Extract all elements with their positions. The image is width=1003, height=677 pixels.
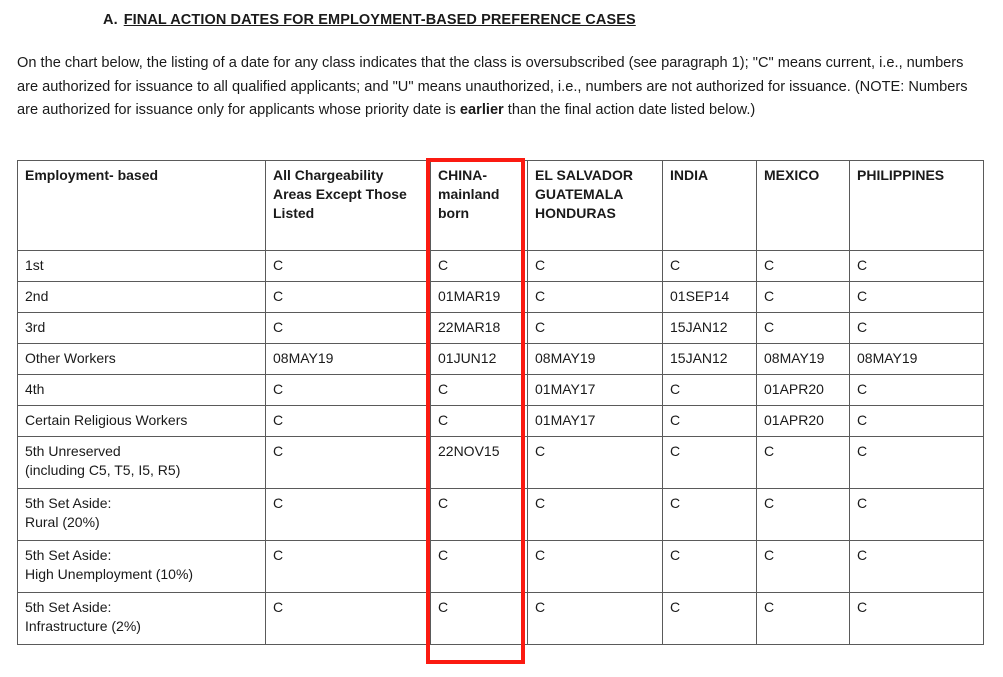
column-header-all-chargeability [266, 161, 431, 251]
cell-india: C [663, 437, 757, 489]
row-label [18, 251, 266, 282]
row-label [18, 344, 266, 375]
row-label-line: Other Workers [25, 350, 116, 366]
cell-mexico: 08MAY19 [757, 344, 850, 375]
row-label [18, 489, 266, 541]
table-row [18, 593, 984, 645]
row-label [18, 313, 266, 344]
table-row [18, 541, 984, 593]
intro-emphasis: earlier [459, 102, 504, 118]
cell-mexico: C [757, 282, 850, 313]
cell-india: C [663, 541, 757, 593]
cell-el-salvador-guatemala-honduras: C [528, 313, 663, 344]
header-line: All Chargeability [273, 167, 384, 183]
header-line: MEXICO [764, 167, 820, 183]
header-line: GUATEMALA [535, 186, 623, 202]
cell-india: C [663, 489, 757, 541]
cell-philippines: C [850, 593, 984, 645]
header-line: born [438, 205, 470, 221]
cell-all-chargeability: C [266, 541, 431, 593]
cell-philippines: C [850, 541, 984, 593]
cell-philippines: C [850, 375, 984, 406]
row-label-line: Rural (20%) [25, 514, 100, 530]
cell-china: C [431, 593, 528, 645]
cell-mexico: C [757, 541, 850, 593]
cell-all-chargeability: C [266, 251, 431, 282]
table-body [18, 251, 984, 645]
table-row [18, 344, 984, 375]
final-action-dates-table [17, 160, 984, 645]
header-line: Areas Except [273, 186, 362, 202]
cell-all-chargeability: C [266, 375, 431, 406]
cell-china: C [431, 375, 528, 406]
page-title [103, 12, 636, 28]
header-line: Those Listed [273, 186, 407, 221]
table-header-row [18, 161, 984, 251]
row-label-line: 4th [25, 381, 45, 397]
cell-china: 01JUN12 [431, 344, 528, 375]
column-header-employment-based [18, 161, 266, 251]
cell-china: 22NOV15 [431, 437, 528, 489]
row-label-line: 3rd [25, 319, 46, 335]
header-line: Employment- [25, 167, 114, 183]
cell-all-chargeability: C [266, 282, 431, 313]
row-label-line: 2nd [25, 288, 49, 304]
cell-philippines: 08MAY19 [850, 344, 984, 375]
cell-india: 15JAN12 [663, 344, 757, 375]
intro-paragraph [17, 52, 977, 123]
row-label-line: 5th Set Aside: [25, 547, 112, 563]
table-row [18, 282, 984, 313]
cell-china: C [431, 541, 528, 593]
cell-el-salvador-guatemala-honduras: C [528, 251, 663, 282]
cell-china: 01MAR19 [431, 282, 528, 313]
cell-china: 22MAR18 [431, 313, 528, 344]
cell-all-chargeability: C [266, 489, 431, 541]
row-label-line: Certain Religious Workers [25, 412, 188, 428]
cell-philippines: C [850, 489, 984, 541]
cell-all-chargeability: 08MAY19 [266, 344, 431, 375]
cell-india: C [663, 593, 757, 645]
header-line: HONDURAS [535, 205, 616, 221]
cell-philippines: C [850, 282, 984, 313]
cell-el-salvador-guatemala-honduras: 08MAY19 [528, 344, 663, 375]
cell-mexico: C [757, 593, 850, 645]
cell-el-salvador-guatemala-honduras: 01MAY17 [528, 375, 663, 406]
cell-all-chargeability: C [266, 313, 431, 344]
row-label [18, 593, 266, 645]
cell-mexico: C [757, 489, 850, 541]
section-label: A. [103, 12, 118, 28]
cell-china: C [431, 251, 528, 282]
header-line: mainland [438, 186, 500, 202]
column-header-china-mainland-born [431, 161, 528, 251]
cell-mexico: 01APR20 [757, 375, 850, 406]
table-row [18, 406, 984, 437]
row-label-line: Infrastructure (2%) [25, 618, 141, 634]
row-label [18, 541, 266, 593]
cell-mexico: C [757, 437, 850, 489]
section-title: FINAL ACTION DATES FOR EMPLOYMENT-BASED PREFERENCE CASES [123, 12, 636, 28]
row-label [18, 282, 266, 313]
cell-india: C [663, 375, 757, 406]
cell-el-salvador-guatemala-honduras: C [528, 541, 663, 593]
row-label-line: (including C5, T5, I5, R5) [25, 462, 181, 478]
cell-mexico: C [757, 251, 850, 282]
intro-text-part2: than the final action date listed below.) [503, 102, 756, 118]
header-line: CHINA- [438, 167, 487, 183]
row-label-line: 5th Set Aside: [25, 599, 112, 615]
table-row [18, 313, 984, 344]
cell-philippines: C [850, 251, 984, 282]
cell-india: 15JAN12 [663, 313, 757, 344]
cell-philippines: C [850, 313, 984, 344]
intro-text-part1: On the chart below, the listing of a date for any class indicates that the class is oversubscribed (see paragraph 1); "C" means current, i.e., numbers are authorized for issuance to all qualified applicants; and "U" means unauthorized, i.e., numbers are not authorized for issuance. (NOTE: Numbers are authorized for issuance only for applicants whose priority date is [17, 55, 968, 118]
header-line: based [117, 167, 159, 183]
cell-philippines: C [850, 406, 984, 437]
cell-india: 01SEP14 [663, 282, 757, 313]
column-header-mexico [757, 161, 850, 251]
table-row [18, 375, 984, 406]
cell-el-salvador-guatemala-honduras: C [528, 489, 663, 541]
row-label [18, 375, 266, 406]
row-label [18, 406, 266, 437]
cell-all-chargeability: C [266, 593, 431, 645]
column-header-india [663, 161, 757, 251]
final-action-dates-table-wrapper [17, 160, 983, 645]
cell-mexico: C [757, 313, 850, 344]
header-line: INDIA [670, 167, 709, 183]
table-row [18, 489, 984, 541]
cell-all-chargeability: C [266, 406, 431, 437]
cell-all-chargeability: C [266, 437, 431, 489]
cell-china: C [431, 489, 528, 541]
row-label-line: 5th Unreserved [25, 443, 121, 459]
header-line: EL SALVADOR [535, 167, 634, 183]
table-row [18, 251, 984, 282]
table-header [18, 161, 984, 251]
row-label-line: High Unemployment (10%) [25, 566, 194, 582]
row-label [18, 437, 266, 489]
row-label-line: 1st [25, 257, 44, 273]
column-header-el-salvador-guatemala-honduras [528, 161, 663, 251]
table-row [18, 437, 984, 489]
cell-el-salvador-guatemala-honduras: C [528, 282, 663, 313]
column-header-philippines [850, 161, 984, 251]
cell-el-salvador-guatemala-honduras: C [528, 437, 663, 489]
cell-china: C [431, 406, 528, 437]
header-line: PHILIPPINES [857, 167, 945, 183]
cell-el-salvador-guatemala-honduras: C [528, 593, 663, 645]
cell-india: C [663, 251, 757, 282]
cell-india: C [663, 406, 757, 437]
cell-philippines: C [850, 437, 984, 489]
cell-mexico: 01APR20 [757, 406, 850, 437]
row-label-line: 5th Set Aside: [25, 495, 112, 511]
cell-el-salvador-guatemala-honduras: 01MAY17 [528, 406, 663, 437]
